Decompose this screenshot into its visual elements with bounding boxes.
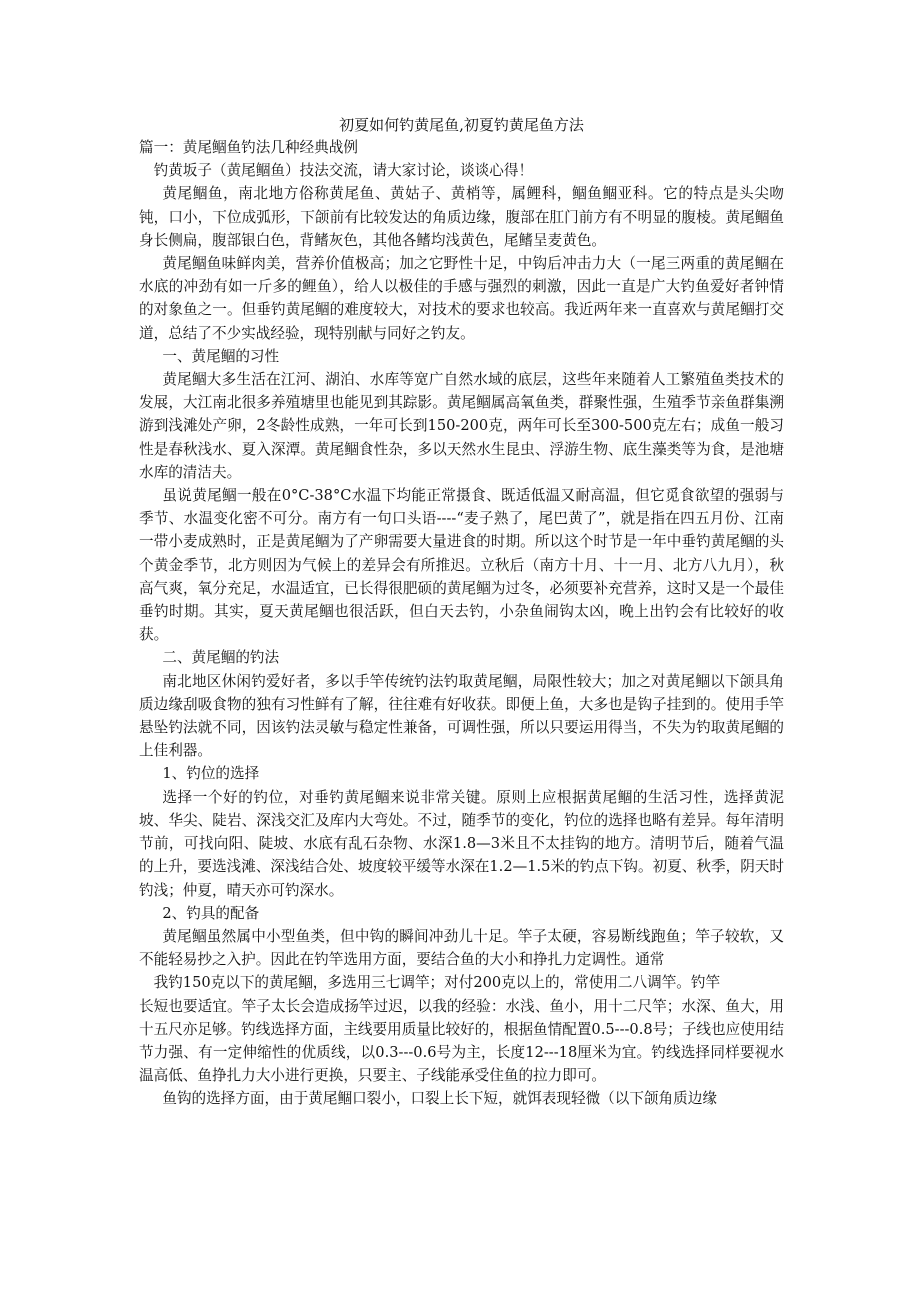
document-title: 初夏如何钓黄尾鱼,初夏钓黄尾鱼方法	[339, 116, 584, 134]
paragraph-7b: 我钓150克以下的黄尾鲴，多选用三七调竿；对付200克以上的，常使用二八调竿。钓竿	[153, 974, 721, 992]
paragraph-1: 黄尾鲴鱼，南北地方俗称黄尾鱼、黄姑子、黄梢等，属鲤科，鲴鱼鲴亚科。它的特点是头尖吻钝，口小，下位成弧形，下颌前有比较发达的角质边缘，腹部在肛门前方有不明显的腹棱。黄尾鲴鱼身长侧扁，腹部银白色，背鳍灰色，其他各鳍均浅黄色，尾鳍呈麦黄色。	[139, 185, 784, 249]
heading-spot: 1、钓位的选择	[162, 765, 260, 783]
document-page	[139, 114, 784, 1111]
paragraph-5: 南北地区休闲钓爱好者，多以手竿传统钓法钓取黄尾鲴，局限性较大；加之对黄尾鲴以下颌具角质边缘刮吸食物的独有习性鲜有了解，往往难有好收获。即便上鱼，大多也是钩子挂到的。使用手竿悬坠钓法就不同，因该钓法灵敏与稳定性兼备，可调性强，所以只要运用得当，不失为钓取黄尾鲴的上佳利器。	[139, 672, 784, 760]
paragraph-7a: 黄尾鲴虽然属中小型鱼类，但中钩的瞬间冲劲儿十足。竿子太硬，容易断线跑鱼；竿子较软，又不能轻易抄之入护。因此在钓竿选用方面，要结合鱼的大小和挣扎力定调性。通常	[139, 927, 784, 969]
heading-habits: 一、黄尾鲴的习性	[162, 347, 280, 365]
paragraph-2: 黄尾鲴鱼味鲜肉美，营养价值极高；加之它野性十足，中钩后冲击力大（一尾三两重的黄尾鲴在水底的冲劲有如一斤多的鲤鱼），给人以极佳的手感与强烈的刺激，因此一直是广大钓鱼爱好者钟情的对象鱼之一。但垂钓黄尾鲴的难度较大，对技术的要求也较高。我近两年来一直喜欢与黄尾鲴打交道，总结了不少实战经验，现特别献与同好之钓友。	[139, 255, 784, 342]
section-title: 篇一：黄尾鲴鱼钓法几种经典战例	[139, 139, 358, 156]
intro-paragraph: 钓黄坂子（黄尾鲴鱼）技法交流，请大家讨论，谈谈心得！	[153, 162, 534, 180]
paragraph-7c: 长短也要适宜。竿子太长会造成扬竿过迟，以我的经验：水浅、鱼小，用十二尺竿；水深、鱼大，用十五尺亦足够。钓线选择方面，主线要用质量比较好的，根据鱼情配置0.5---0.8号；子线也应使用结节力强、有一定伸缩性的优质线，以0.3---0.6号为主，长度12---18厘米为宜。钓线选择同样要视水温高低、鱼挣扎力大小进行更换，只要主、子线能承受住鱼的拉力即可。	[139, 997, 784, 1085]
heading-gear: 2、钓具的配备	[162, 904, 260, 922]
paragraph-6: 选择一个好的钓位，对垂钓黄尾鲴来说非常关键。原则上应根据黄尾鲴的生活习性，选择黄泥坡、华尖、陡岩、深浅交汇及库内大弯处。不过，随季节的变化，钓位的选择也略有差异。每年清明节前，可找向阳、陡坡、水底有乱石杂物、水深1.8—3米且不太挂钩的地方。清明节后，随着气温的上升，要选浅滩、深浅结合处、坡度较平缓等水深在1.2—1.5米的钓点下钩。初夏、秋季，阴天时钓浅；仲夏，晴天亦可钓深水。	[139, 788, 784, 899]
paragraph-4: 虽说黄尾鲴一般在0°C-38°C水温下均能正常摄食、既适低温又耐高温，但它觅食欲望的强弱与季节、水温变化密不可分。南方有一句口头语----“麦子熟了，尾巴黄了”，就是指在四五月份、江南一带小麦成熟时，正是黄尾鲴为了产卵需要大量进食的时期。所以这个时节是一年中垂钓黄尾鲴的头个黄金季节，北方则因为气候上的差异会有所推迟。立秋后（南方十月、十一月、北方八九月），秋高气爽，氧分充足，水温适宜，已长得很肥硕的黄尾鲴为过冬，必须要补充营养，这时又是一个最佳垂钓时期。其实，夏天黄尾鲴也很活跃，但白天去钓，小杂鱼闹钩太凶，晚上出钓会有比较好的收获。	[139, 487, 784, 644]
paragraph-8: 鱼钩的选择方面，由于黄尾鲴口裂小，口裂上长下短，就饵表现轻微（以下颌角质边缘	[162, 1090, 717, 1108]
heading-methods: 二、黄尾鲴的钓法	[162, 649, 280, 667]
paragraph-3: 黄尾鲴大多生活在江河、湖泊、水库等宽广自然水域的底层，这些年来随着人工繁殖鱼类技术的发展，大江南北很多养殖塘里也能见到其踪影。黄尾鲴属高氧鱼类，群聚性强，生殖季节亲鱼群集溯游到浅滩处产卵，2冬龄性成熟，一年可长到150-200克，两年可长至300-500克左右；成鱼一般习性是春秋浅水、夏入深潭。黄尾鲴食性杂，多以天然水生昆虫、浮游生物、底生藻类等为食，是池塘水库的清洁夫。	[139, 371, 784, 481]
